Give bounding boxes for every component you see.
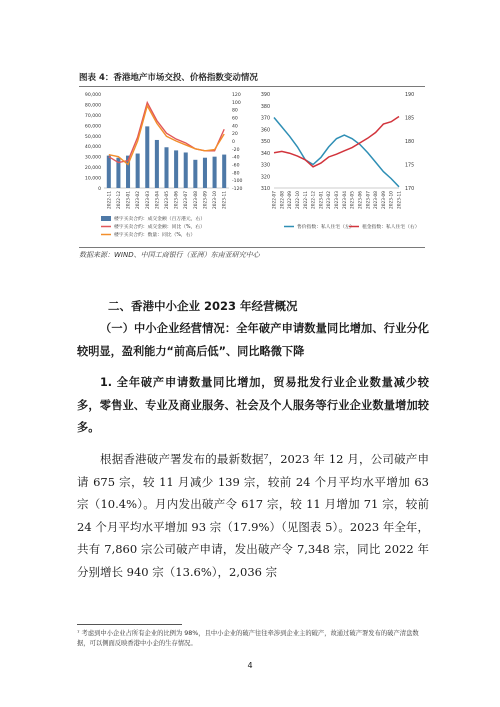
x-tick-label: 2023-04: [155, 191, 161, 209]
x-tick-label: 2023-09: [381, 191, 387, 209]
y2-tick-label: 60: [232, 116, 238, 122]
y-tick-label: 360: [260, 128, 270, 134]
bar: [193, 160, 197, 188]
x-tick-label: 2023-03: [335, 191, 340, 209]
x-tick-label: 2023-11: [397, 191, 403, 209]
x-tick-label: 2023-11: [222, 191, 228, 209]
y-tick-label: 0: [98, 187, 101, 192]
x-tick-label: 2023-07: [366, 191, 372, 209]
bar: [155, 140, 159, 188]
page-number: 4: [247, 661, 253, 670]
y2-tick-label: -20: [232, 147, 240, 153]
sub-heading: （一）中小企业经营情况：全年破产申请数量同比增加、行业分化较明显，盈利能力“前高后低”、同比略微下降: [77, 322, 429, 358]
x-tick-label: 2023-03: [145, 191, 151, 209]
figure-source: 数据来源：WIND、中国工商银行（亚洲）东南亚研究中心: [79, 251, 260, 259]
x-tick-label: 2022-07: [272, 191, 278, 209]
bar: [164, 147, 168, 188]
y2-tick-label: 170: [405, 187, 415, 192]
y-tick-label: 370: [260, 116, 270, 122]
footnote: ⁷ 考虑到中小企业占所有企业的比例为 98%，且中小企业的破产往往牵涉到企业主的破产，故通过破产署发布的破产清盘数据，可以侧面反映香港中小企的生存情况。: [77, 630, 419, 647]
figure-charts: [79, 88, 425, 248]
y-tick-label: 320: [260, 175, 270, 181]
x-tick-label: 2023-04: [342, 191, 348, 209]
chart-price-indices: [261, 92, 420, 230]
y2-tick-label: 180: [405, 140, 415, 145]
point-heading: 1. 全年破产申请数量同比增加，贸易批发行业企业数量减少较多，零售业、专业及商业服务、社会及个人服务等行业企业数量增加较多。: [77, 376, 429, 434]
legend-label: 楼宇买卖合约：成交金额：同比（%，右）: [114, 225, 205, 230]
y2-tick-label: -80: [232, 171, 240, 177]
figure-bottom-rule: [79, 247, 425, 248]
x-tick-label: 2023-10: [213, 191, 219, 209]
y2-tick-label: 175: [405, 163, 415, 169]
bar: [213, 157, 217, 188]
x-tick-label: 2022-12: [311, 191, 317, 209]
y2-tick-label: 80: [232, 108, 238, 114]
x-tick-label: 2023-06: [174, 191, 180, 209]
x-tick-label: 2023-10: [389, 191, 395, 209]
x-tick-label: 2022-09: [288, 191, 294, 209]
x-tick-label: 2022-12: [116, 191, 122, 209]
y2-tick-label: -60: [232, 163, 240, 169]
y-tick-label: 20,000: [84, 166, 101, 172]
y-tick-label: 340: [260, 151, 270, 157]
y-tick-label: 310: [260, 187, 270, 192]
y2-tick-label: 40: [232, 124, 238, 130]
bar: [222, 155, 226, 188]
legend-label: 租金指数：私人住宅（右）: [362, 225, 420, 230]
y2-tick-label: -40: [232, 155, 240, 161]
x-tick-label: 2023-09: [203, 191, 209, 209]
legend-label: 楼宇买卖合约：成交金额（百万港元，右）: [114, 217, 206, 222]
y-tick-label: 350: [260, 140, 270, 145]
legend-label: 楼宇买卖合约：数量：同比（%，右）: [114, 233, 196, 238]
bar: [203, 158, 207, 188]
y-tick-label: 380: [260, 104, 270, 110]
x-tick-label: 2022-11: [303, 191, 309, 209]
y-tick-label: 50,000: [84, 134, 101, 140]
y2-tick-label: 100: [232, 100, 241, 106]
y-tick-label: 40,000: [84, 145, 101, 151]
x-tick-label: 2023-02: [136, 191, 142, 209]
y-tick-label: 390: [260, 93, 270, 98]
y-tick-label: 10,000: [84, 176, 101, 182]
x-tick-label: 2022-10: [295, 191, 301, 209]
x-tick-label: 2022-08: [280, 191, 286, 209]
y2-tick-label: 120: [232, 93, 241, 98]
x-tick-label: 2023-01: [319, 191, 325, 209]
legend-label: 售价指数：私人住宅（左）: [297, 225, 355, 230]
bar: [145, 126, 149, 188]
x-tick-label: 2023-07: [184, 191, 190, 209]
x-tick-label: 2023-06: [358, 191, 364, 209]
y-tick-label: 80,000: [84, 103, 101, 109]
y2-tick-label: -120: [232, 187, 243, 192]
x-tick-label: 2023-01: [126, 191, 132, 209]
y2-tick-label: 190: [405, 93, 415, 98]
x-tick-label: 2023-08: [374, 191, 380, 209]
y-tick-label: 60,000: [84, 124, 101, 130]
x-tick-label: 2023-02: [327, 191, 333, 209]
legend-swatch: [101, 216, 111, 221]
y2-tick-label: 0: [232, 140, 235, 145]
y-tick-label: 30,000: [84, 155, 101, 161]
chart-transactions: [85, 92, 243, 238]
y2-tick-label: 185: [405, 116, 415, 122]
y-tick-label: 90,000: [84, 93, 101, 98]
x-tick-label: 2023-08: [193, 191, 199, 209]
section-heading: 二、香港中小企业 2023 年经营概况: [108, 299, 298, 313]
bar: [174, 150, 178, 188]
y-tick-label: 330: [260, 163, 270, 169]
body-paragraph: 根据香港破产署发布的最新数据⁷，2023 年 12 月，公司破产申请 675 宗，较 11 月减少 139 宗，较前 24 个月平均水平增加 63 宗（10.4%）。月内发出破产令 617 宗，较 11 月增加 71 宗，较前 24 个月平均水平增加 93 宗（17.9%）（见图表 5）。2023 年全年，共有 7,860 宗公司破产申请，发出破产令 7,348 宗，同比 2022 年分别增长 940 宗（13.6%），2,036 宗: [77, 452, 429, 579]
figure-title: 图表 4：香港地产市场交投、价格指数变动情况: [79, 71, 425, 87]
y-tick-label: 70,000: [84, 113, 101, 119]
bar: [184, 152, 188, 188]
footnote-rule: [77, 624, 182, 625]
x-tick-label: 2023-05: [165, 191, 170, 209]
x-tick-label: 2023-05: [350, 191, 356, 209]
bar: [136, 154, 140, 188]
y2-tick-label: 20: [232, 132, 238, 138]
bar: [107, 156, 111, 188]
x-tick-label: 2022-11: [107, 191, 113, 209]
y2-tick-label: -100: [232, 179, 243, 185]
